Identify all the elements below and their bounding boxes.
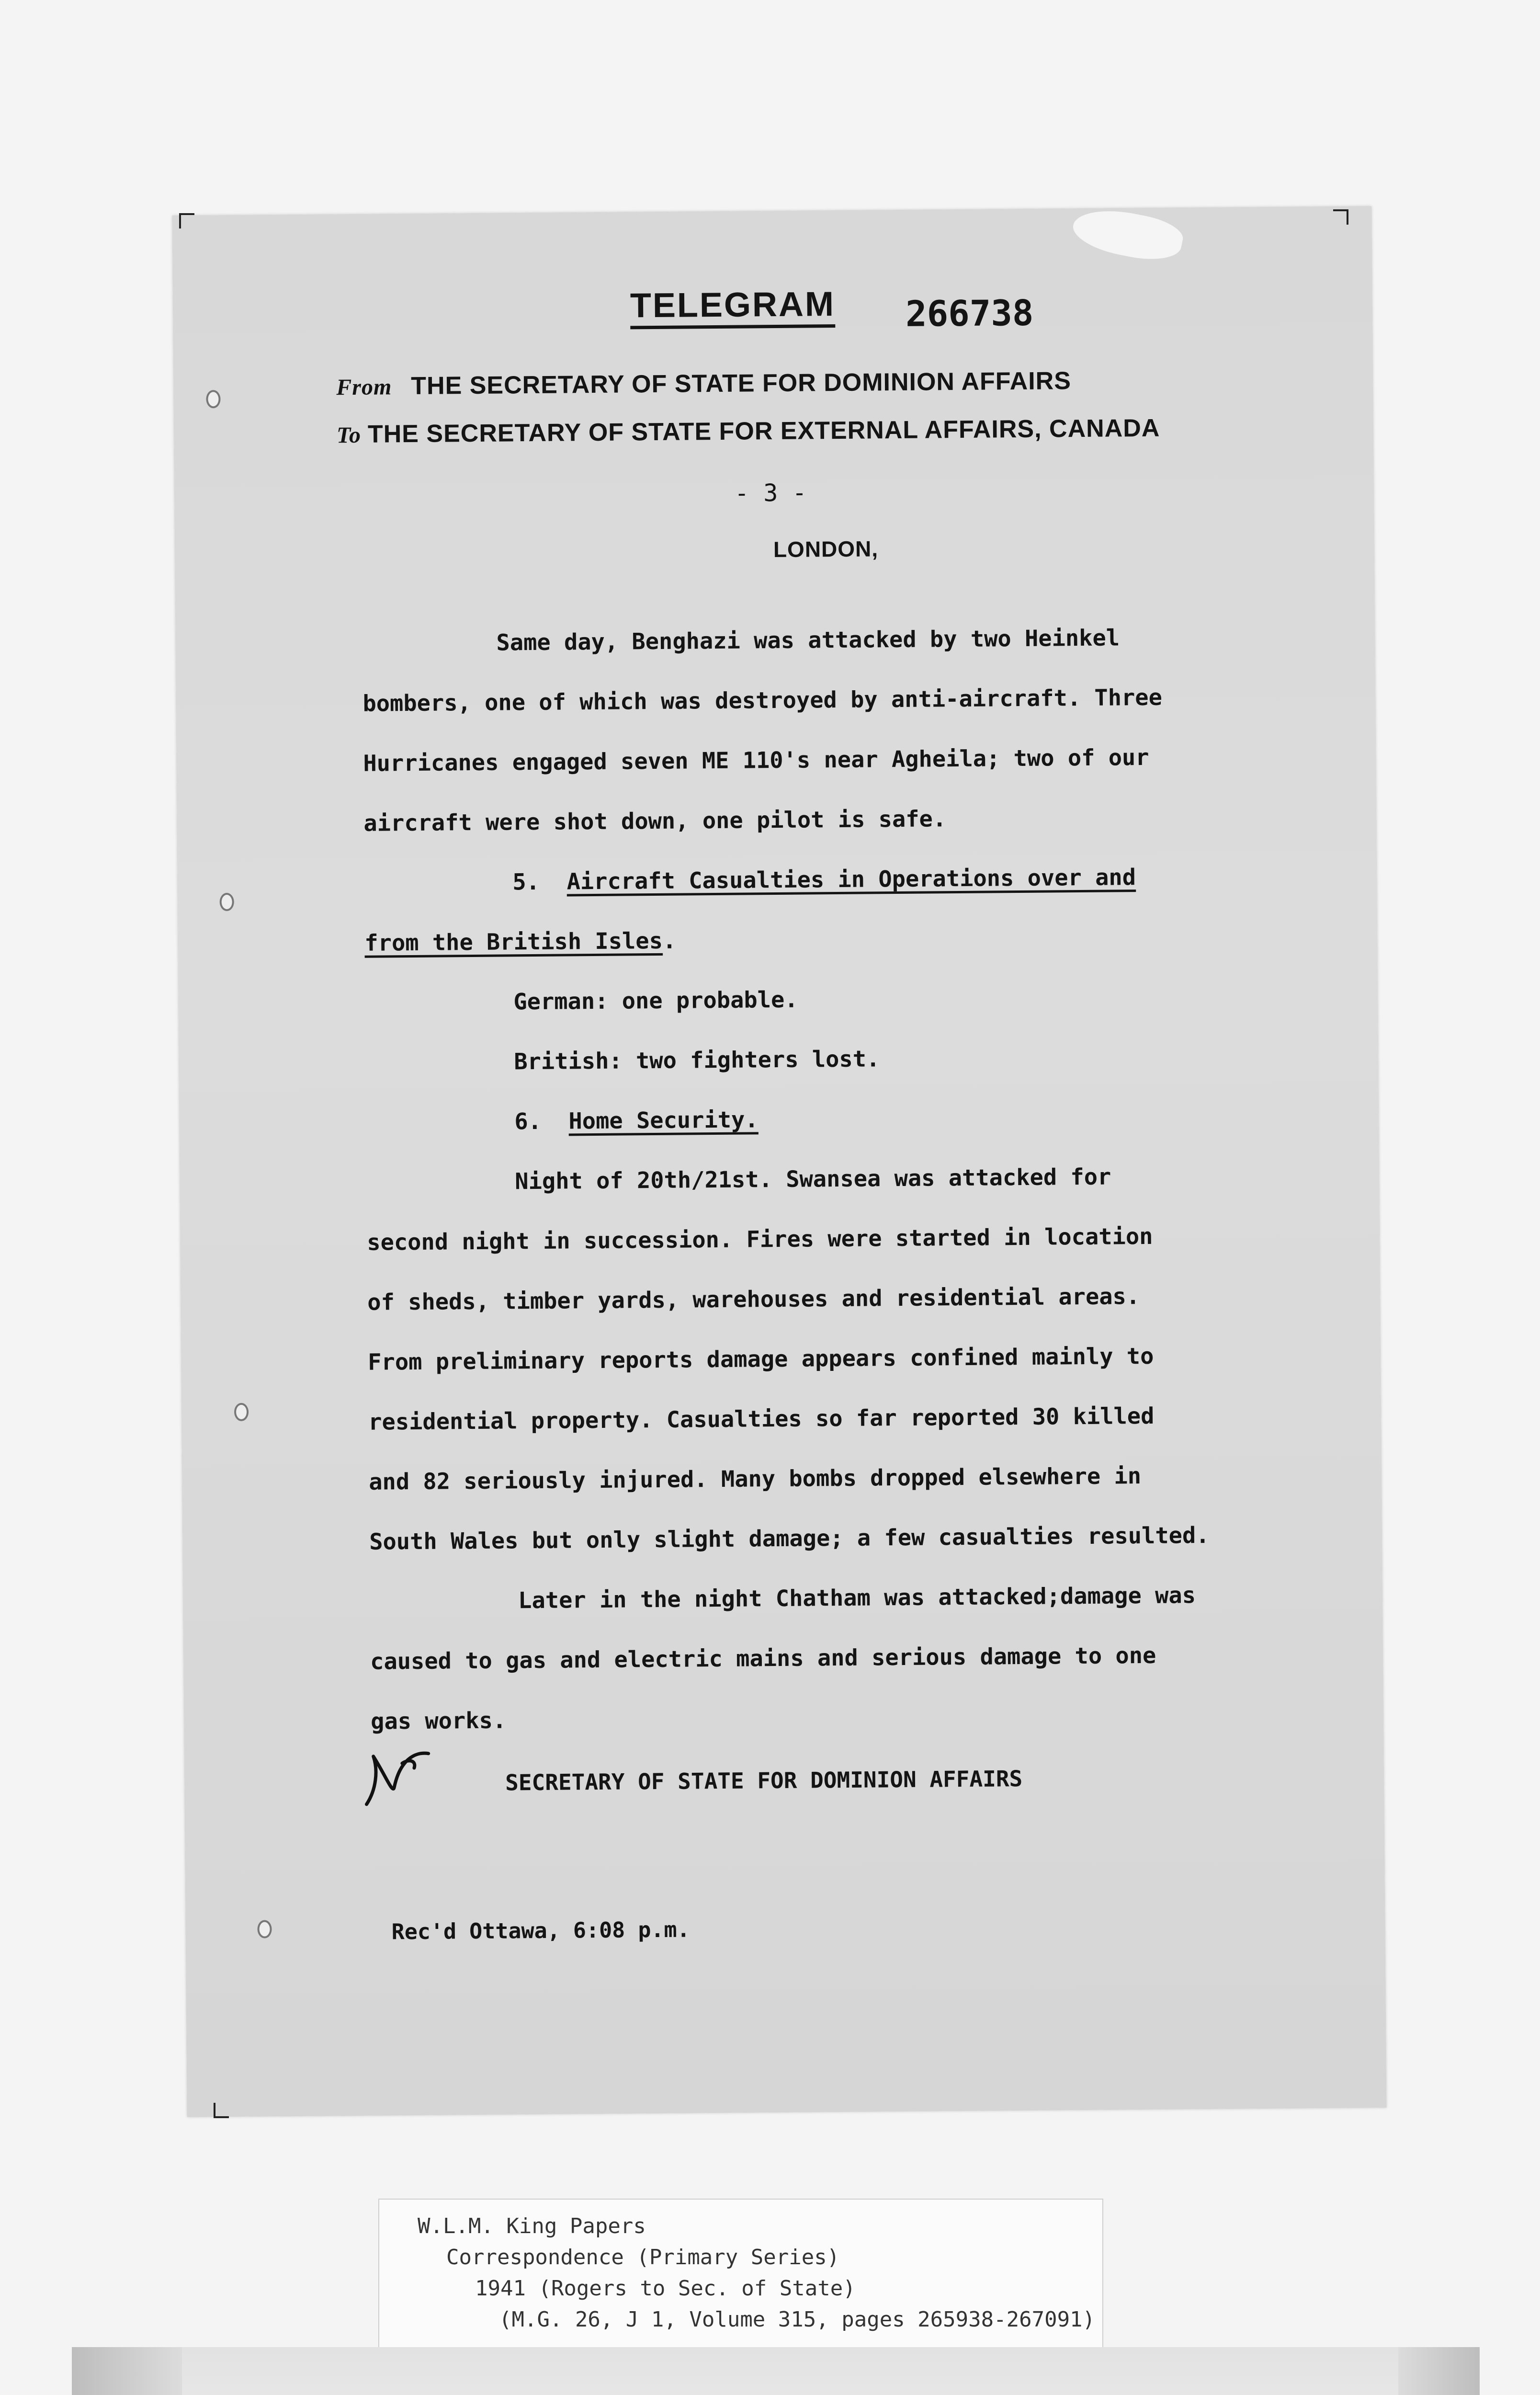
- punch-hole: [206, 390, 220, 408]
- paper-blemish: [1069, 202, 1186, 266]
- telegram-number: 266738: [905, 292, 1034, 335]
- body-line: residential property. Casualties so far reported 30 killed: [368, 1403, 1155, 1436]
- body-line: and 82 seriously injured. Many bombs dropped elsewhere in: [369, 1463, 1142, 1495]
- section-number: 6.: [514, 1108, 542, 1135]
- page-number: - 3 -: [734, 479, 807, 507]
- body-line: second night in succession. Fires were started in location: [367, 1223, 1153, 1256]
- body-line: caused to gas and electric mains and serious damage to one: [370, 1642, 1156, 1675]
- body-line: Night of 20th/21st. Swansea was attacked for: [515, 1163, 1111, 1195]
- banner-edge: [1398, 2347, 1480, 2395]
- casualty-german: German: one probable.: [513, 986, 798, 1015]
- slip-line: Correspondence (Primary Series): [446, 2245, 840, 2270]
- from-label: From: [336, 374, 392, 400]
- body-line: aircraft were shot down, one pilot is safe.: [363, 806, 947, 837]
- received-stamp: Rec'd Ottawa, 6:08 p.m.: [391, 1916, 690, 1945]
- dateline-place: LONDON,: [773, 536, 879, 562]
- punch-hole: [234, 1403, 249, 1421]
- from-text: THE SECRETARY OF STATE FOR DOMINION AFFAIRS: [411, 367, 1072, 400]
- to-label: To: [336, 422, 362, 448]
- handwritten-initial-icon: [356, 1742, 438, 1814]
- archive-banner: [72, 2347, 1480, 2395]
- body-line: bombers, one of which was destroyed by anti-aircraft. Three: [362, 684, 1163, 717]
- slip-line: W.L.M. King Papers: [418, 2214, 646, 2238]
- to-text: THE SECRETARY OF STATE FOR EXTERNAL AFFAIRS, CANADA: [367, 414, 1160, 448]
- signature-line: SECRETARY OF STATE FOR DOMINION AFFAIRS: [505, 1766, 1023, 1796]
- crop-mark: [179, 213, 194, 228]
- body-line: Hurricanes engaged seven ME 110's near Agheila; two of our: [363, 744, 1149, 777]
- body-line: of sheds, timber yards, warehouses and residential areas.: [367, 1283, 1140, 1316]
- section-5-heading: [512, 864, 1136, 895]
- body-line: From preliminary reports damage appears confined mainly to: [368, 1343, 1154, 1376]
- banner-edge: [72, 2347, 182, 2395]
- crop-mark: [1333, 209, 1348, 225]
- crop-mark: [214, 2103, 229, 2118]
- section-6-heading: [514, 1106, 759, 1135]
- body-line: Later in the night Chatham was attacked;damage was: [518, 1582, 1196, 1614]
- slip-line: 1941 (Rogers to Sec. of State): [475, 2276, 856, 2301]
- to-line: [337, 414, 1160, 449]
- heading-period: .: [662, 927, 677, 954]
- body-line: Same day, Benghazi was attacked by two Heinkel: [496, 625, 1120, 656]
- section-5-heading-cont: [364, 928, 676, 957]
- section-title: from the British Isles: [364, 927, 663, 957]
- from-line: [336, 366, 1071, 401]
- body-line: South Wales but only slight damage; a few casualties resulted.: [369, 1522, 1210, 1555]
- telegram-sheet: [172, 206, 1386, 2117]
- reference-slip: [378, 2199, 1103, 2359]
- body-line: gas works.: [370, 1707, 507, 1735]
- telegram-title: TELEGRAM: [630, 287, 836, 329]
- slip-line: (M.G. 26, J 1, Volume 315, pages 265938-267091): [499, 2307, 1096, 2332]
- section-number: 5.: [512, 868, 540, 896]
- section-title: Home Security.: [568, 1106, 759, 1135]
- punch-hole: [220, 893, 234, 911]
- section-title: Aircraft Casualties in Operations over and: [566, 864, 1136, 895]
- punch-hole: [257, 1920, 272, 1938]
- casualty-british: British: two fighters lost.: [514, 1046, 880, 1075]
